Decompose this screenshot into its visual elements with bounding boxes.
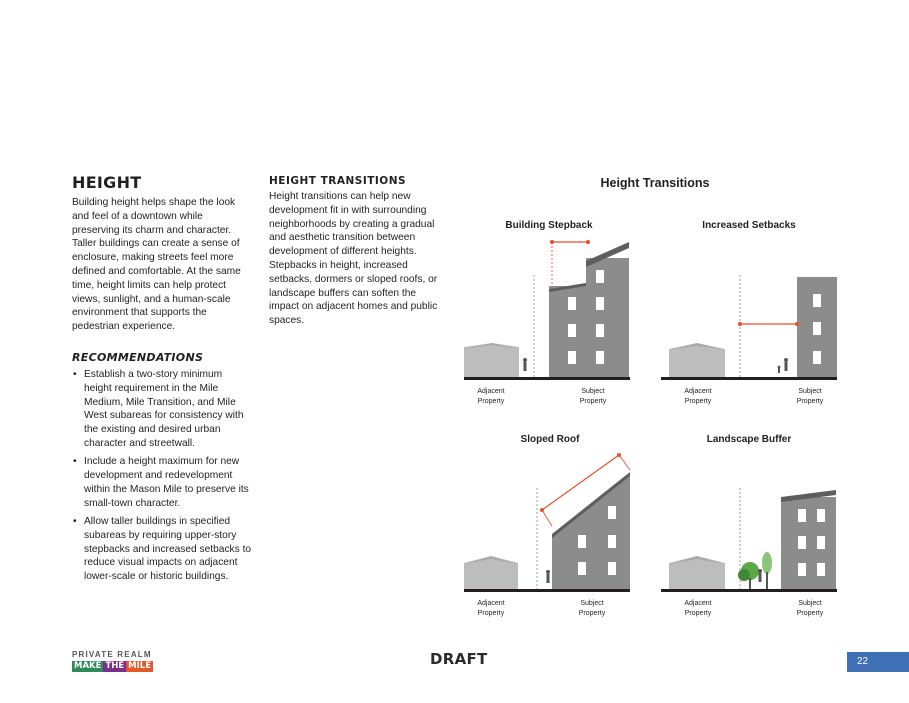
person-icon xyxy=(778,358,788,373)
window xyxy=(596,351,604,364)
list-item: • Establish a two-story minimum height requirement in the Mile Medium, Mile Transition, and Mile West subareas for consistency with the existing and desired urban character and streetwall. xyxy=(72,368,252,451)
logo-part: THE xyxy=(105,661,125,671)
tree-icon xyxy=(762,552,772,590)
adjacent-label: Property xyxy=(477,610,505,617)
window xyxy=(568,324,576,337)
window xyxy=(813,294,821,307)
draft-watermark: DRAFT xyxy=(430,650,488,668)
adjacent-label: Adjacent xyxy=(477,388,505,395)
diagram-svg xyxy=(455,170,855,630)
subject-label: Property xyxy=(579,398,607,405)
logo-part: MAKE xyxy=(74,661,102,671)
list-item: • Include a height maximum for new development and redevelopment within the Mason Mile to preserve its small-town character. xyxy=(72,455,252,510)
recommendations-title: RECOMMENDATIONS xyxy=(72,350,204,364)
adjacent-house xyxy=(464,343,519,378)
ground-line xyxy=(661,589,837,592)
window xyxy=(608,535,616,548)
adjacent-label: Adjacent xyxy=(477,600,505,607)
section-title: HEIGHT xyxy=(72,173,142,192)
subject-label: Property xyxy=(796,610,824,617)
adjacent-house xyxy=(464,556,518,590)
adjacent-label: Property xyxy=(477,398,505,405)
window xyxy=(596,297,604,310)
panel-sloped-roof xyxy=(464,434,630,617)
height-transitions-diagram xyxy=(455,170,855,630)
logo-part: MILE xyxy=(128,661,151,671)
page-number: 22 xyxy=(847,652,909,672)
window xyxy=(608,562,616,575)
window xyxy=(813,322,821,335)
transitions-body: Height transitions can help new development fit in with surrounding neighborhoods by creating a gradual and aesthetic transition between development of different heights. Stepbacks in height, increased setbacks, dormers or sloped roofs, or landscape buffers can soften the impact on adjacent homes and public spaces. xyxy=(269,191,438,327)
window xyxy=(596,270,604,283)
subject-label: Property xyxy=(796,398,824,405)
panel-title: Landscape Buffer xyxy=(706,434,792,445)
adjacent-label: Adjacent xyxy=(684,388,712,395)
adjacent-label: Property xyxy=(684,398,712,405)
window xyxy=(798,536,806,549)
transitions-title: HEIGHT TRANSITIONS xyxy=(269,175,407,187)
footer-section-label: PRIVATE REALM xyxy=(72,650,152,659)
window xyxy=(568,351,576,364)
window xyxy=(578,535,586,548)
panel-landscape-buffer xyxy=(661,434,837,617)
ground-line xyxy=(661,377,837,380)
subject-label: Property xyxy=(578,610,606,617)
height-transitions-section xyxy=(269,175,441,328)
window xyxy=(608,506,616,519)
adjacent-label: Adjacent xyxy=(684,600,712,607)
subject-label: Subject xyxy=(580,600,604,607)
window xyxy=(817,563,825,576)
window xyxy=(798,563,806,576)
person-icon xyxy=(523,358,527,371)
height-section xyxy=(72,174,252,588)
panel-title: Increased Setbacks xyxy=(702,220,796,231)
subject-label: Subject xyxy=(581,388,605,395)
adjacent-house xyxy=(669,556,725,590)
make-the-mile-logo xyxy=(72,661,153,672)
section-intro: Building height helps shape the look and feel of a downtown while preserving its charm and character. Taller buildings can create a sense of enclosure, making streets feel more defined and comfortable. At the same time, height limits can help protect views, sunlight, and a human-scale environment that supports the pedestrian experience. xyxy=(72,197,241,333)
diagram-title: Height Transitions xyxy=(600,176,710,190)
tree-icon xyxy=(738,562,759,590)
panel-building-stepback xyxy=(464,220,630,405)
subject-label: Subject xyxy=(798,388,822,395)
subject-label: Subject xyxy=(798,600,822,607)
adjacent-label: Property xyxy=(684,610,712,617)
window xyxy=(568,297,576,310)
ground-line xyxy=(464,377,630,380)
subject-building xyxy=(781,497,836,590)
recommendations-list xyxy=(72,368,252,584)
panel-increased-setbacks xyxy=(661,220,837,405)
window xyxy=(596,324,604,337)
person-icon xyxy=(758,569,762,582)
person-icon xyxy=(546,570,550,583)
window xyxy=(813,351,821,364)
panel-title: Building Stepback xyxy=(505,220,593,231)
window xyxy=(817,509,825,522)
window xyxy=(817,536,825,549)
subject-building xyxy=(552,475,630,590)
list-item: • Allow taller buildings in specified subareas by requiring upper-story stepbacks and increased setbacks to reduce visual impacts on adjacent lower-scale or historic buildings. xyxy=(72,515,252,584)
ground-line xyxy=(464,589,630,592)
window xyxy=(798,509,806,522)
panel-title: Sloped Roof xyxy=(520,434,580,445)
window xyxy=(578,562,586,575)
